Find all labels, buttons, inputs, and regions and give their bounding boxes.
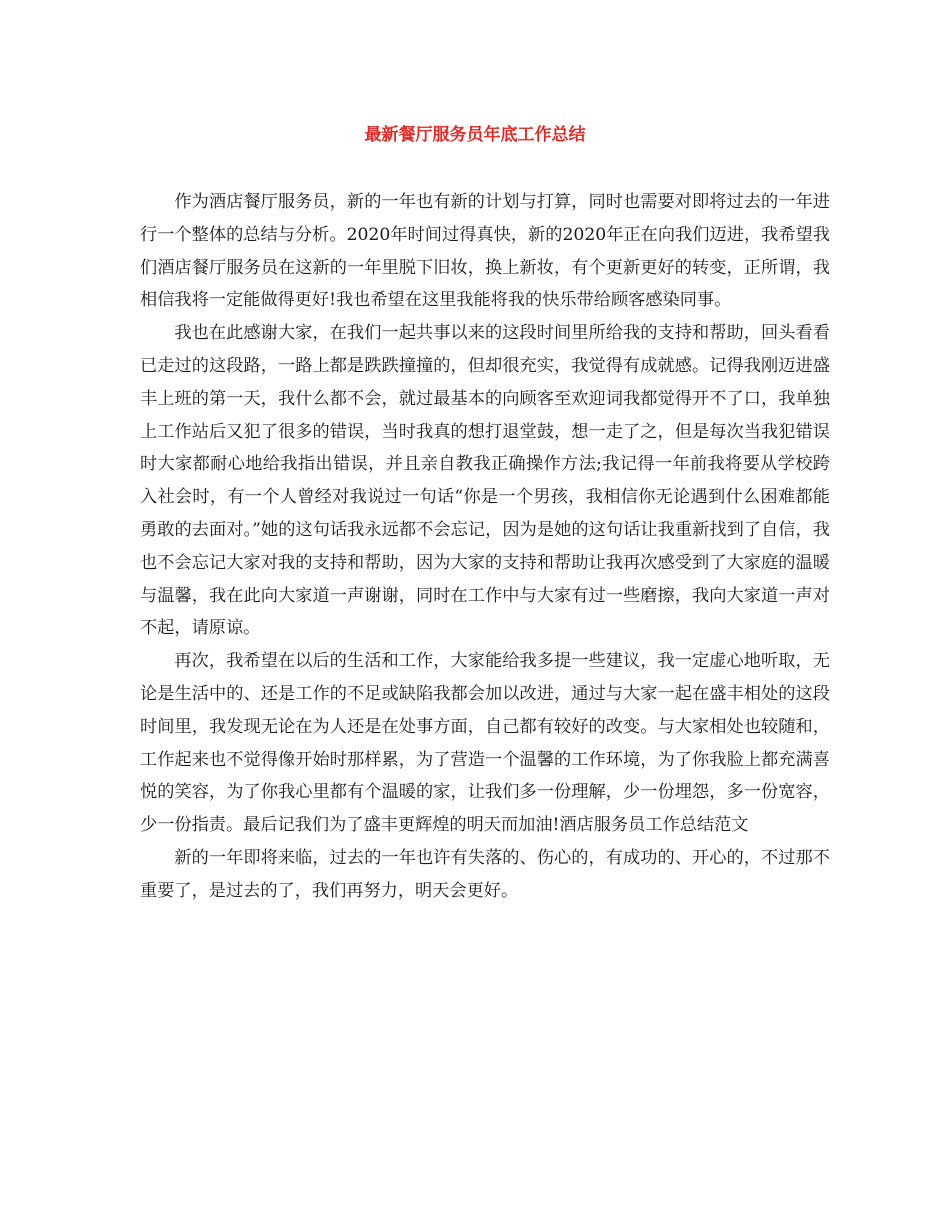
- paragraph-1: 作为酒店餐厅服务员，新的一年也有新的计划与打算，同时也需要对即将过去的一年进行一个整体的总结与分析。2020年时间过得真快，新的2020年正在向我们迈进，我希望我们酒店餐厅服务员在这新的一年里脱下旧妆，换上新妆，有个更新更好的转变，正所谓，我相信我将一定能做得更好!我也希望在这里我能将我的快乐带给顾客感染同事。: [140, 192, 830, 311]
- paragraph-2: 我也在此感谢大家，在我们一起共事以来的这段时间里所给我的支持和帮助，回头看看已走过的这段路，一路上都是跌跌撞撞的，但却很充实，我觉得有成就感。记得我刚迈进盛丰上班的第一天，我什么都不会，就过最基本的向顾客至欢迎词我都觉得开不了口，我单独上工作站后又犯了很多的错误，当时我真的想打退堂鼓，想一走了之，但是每次当我犯错误时大家都耐心地给我指出错误，并且亲自教我正确操作方法;我记得一年前我将要从学校跨入社会时，有一个人曾经对我说过一句话“你是一个男孩，我相信你无论遇到什么困难都能勇敢的去面对。”她的这句话我永远都不会忘记，因为是她的这句话让我重新找到了自信，我也不会忘记大家对我的支持和帮助，因为大家的支持和帮助让我再次感受到了大家庭的温暖与温馨，我在此向大家道一声谢谢，同时在工作中与大家有过一些磨擦，我向大家道一声对不起，请原谅。: [140, 323, 830, 639]
- document-title: 最新餐厅服务员年底工作总结: [364, 125, 586, 145]
- paragraph-3: 再次，我希望在以后的生活和工作，大家能给我多提一些建议，我一定虚心地听取，无论是生活中的、还是工作的不足或缺陷我都会加以改进，通过与大家一起在盛丰相处的这段时间里，我发现无论在为人还是在处事方面，自己都有较好的改变。与大家相处也较随和，工作起来也不觉得像开始时那样累，为了营造一个温馨的工作环境，为了你我脸上都充满喜悦的笑容，为了你我心里都有个温暖的家，让我们多一份理解，少一份埋怨，多一份宽容，少一份指责。最后记我们为了盛丰更辉煌的明天而加油!酒店服务员工作总结范文: [140, 651, 830, 836]
- document-body: [140, 186, 830, 908]
- paragraph-4: 新的一年即将来临，过去的一年也许有失落的、伤心的，有成功的、开心的，不过那不重要了，是过去的了，我们再努力，明天会更好。: [140, 847, 830, 901]
